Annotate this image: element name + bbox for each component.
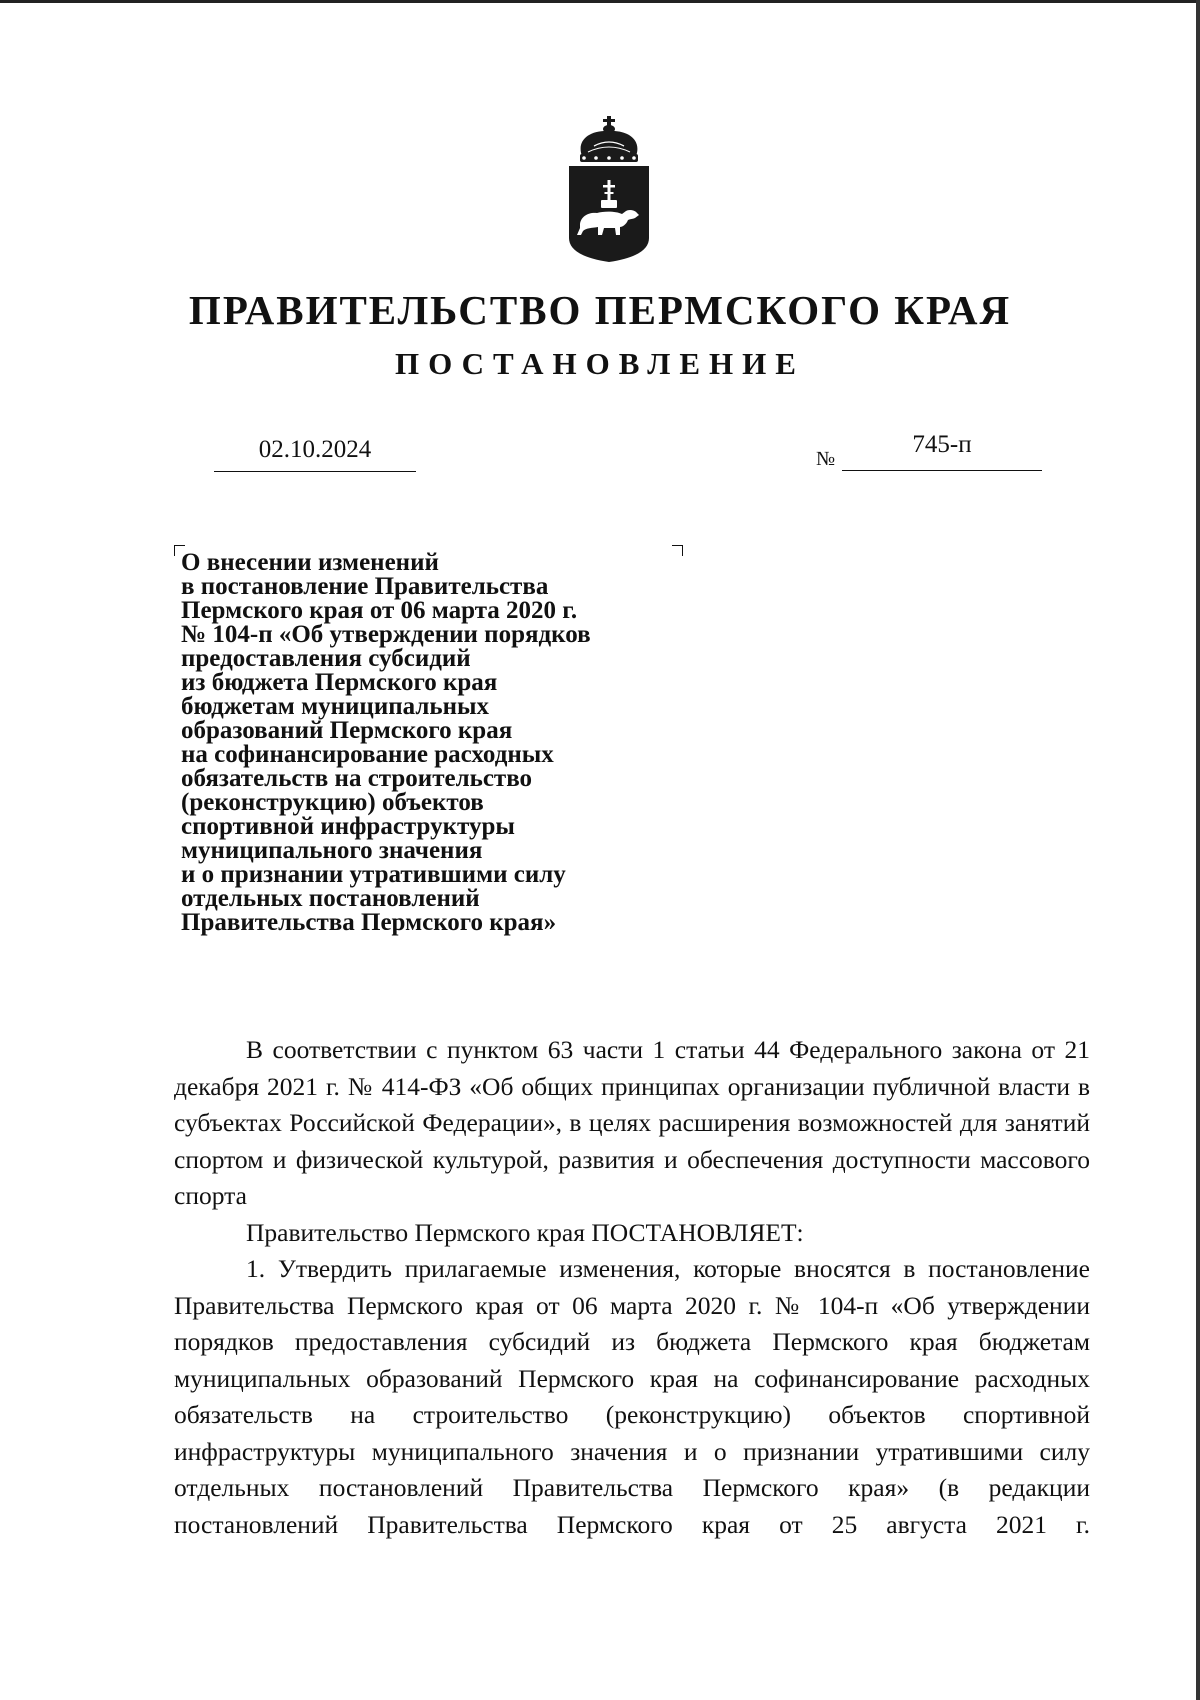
number-sign: № xyxy=(816,448,836,470)
document-date: 02.10.2024 xyxy=(258,436,372,463)
subject-heading xyxy=(181,551,701,935)
date-field xyxy=(214,433,416,472)
document-number: 745-п xyxy=(912,431,972,458)
subject-line: № 104-п «Об утверждении порядков xyxy=(181,621,591,648)
subject-line: и о признании утратившими силу xyxy=(181,861,566,888)
subject-line: О внесении изменений xyxy=(181,549,439,576)
resolves-paragraph: Правительство Пермского края ПОСТАНОВЛЯЕТ: xyxy=(246,1217,804,1247)
subject-line: Пермского края от 06 марта 2020 г. xyxy=(181,597,578,624)
subject-line: из бюджета Пермского края xyxy=(181,669,498,696)
number-field xyxy=(842,428,1042,471)
subject-line: образований Пермского края xyxy=(181,717,513,744)
government-title: ПРАВИТЕЛЬСТВО ПЕРМСКОГО КРАЯ xyxy=(188,287,1012,333)
subject-line: спортивной инфраструктуры xyxy=(181,813,515,840)
subject-line: отдельных постановлений xyxy=(181,885,480,912)
document-type: ПОСТАНОВЛЕНИЕ xyxy=(395,346,805,381)
subject-line: предоставления субсидий xyxy=(181,645,471,672)
subject-line: муниципального значения xyxy=(181,837,483,864)
preamble-paragraph: В соответствии с пунктом 63 части 1 статьи 44 Федерального закона от 21 декабря 2021 г. № 414-ФЗ «Об общих принципах организации публичной власти в субъектах Российской Федерации», в целях расширения возможностей для занятий спортом и физической культурой, развития и обеспечения доступности массового спорта xyxy=(174,1035,1090,1210)
item-1-paragraph: 1. Утвердить прилагаемые изменения, которые вносятся в постановление Правительства Пермского края от 06 марта 2020 г. № 104-п «Об утверждении порядков предоставления субсидий из бюджета Пермского края бюджетам муниципальных образований Пермского края на софинансирование расходных обязательств на строительство (реконструкцию) объектов спортивной инфраструктуры муниципального значения и о признании утратившими силу отдельных постановлений Правительства Пермского края» (в редакции постановлений Правительства Пермского края от 25 августа 2021 г. xyxy=(174,1254,1090,1539)
scan-edge-right xyxy=(1196,0,1200,1700)
subject-line: на софинансирование расходных xyxy=(181,741,554,768)
subject-line: в постановление Правительства xyxy=(181,573,549,600)
crown-icon xyxy=(580,116,638,162)
subject-line: бюджетам муниципальных xyxy=(181,693,490,720)
coat-of-arms-icon xyxy=(564,116,654,264)
subject-line: обязательств на строительство xyxy=(181,765,533,792)
subject-line: (реконструкцию) объектов xyxy=(181,789,484,816)
subject-line: Правительства Пермского края» xyxy=(181,909,557,936)
document-body xyxy=(174,1032,1090,1543)
scan-edge-top xyxy=(0,0,1200,3)
